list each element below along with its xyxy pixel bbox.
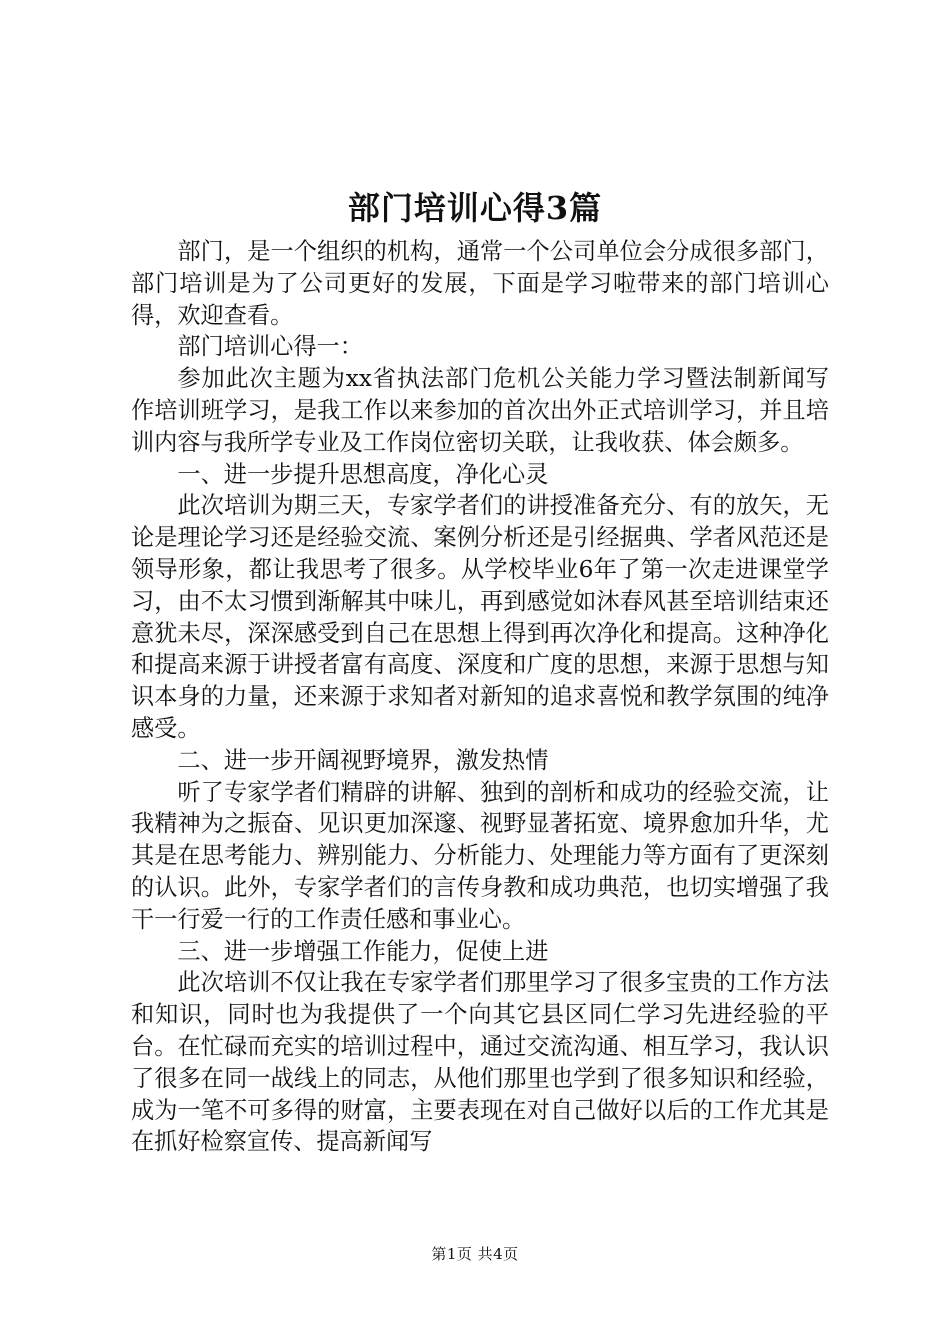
document-title: 部门培训心得3篇 bbox=[347, 189, 603, 227]
paragraph-subheading: 二、进一步开阔视野境界，激发热情 bbox=[177, 746, 549, 774]
paragraph: 此次培训为期三天，专家学者们的讲授准备充分、有的放矢，无论是理论学习还是经验交流、案例分析还是引经据典、学者风范还是领导形象，都让我思考了很多。从学校毕业6年了第一次走进课堂学习，由不太习惯到渐解其中味儿，再到感觉如沐春风甚至培训结束还意犹未尽，深深感受到自己在思想上得到再次净化和提高。这种净化和提高来源于讲授者富有高度、深度和广度的思想，来源于思想与知识本身的力量，还来源于求知者对新知的追求喜悦和教学氛围的纯净感受。 bbox=[131, 492, 829, 742]
paragraph-section-heading: 部门培训心得一： bbox=[177, 333, 363, 361]
page-number-footer: 第1页 共4页 bbox=[431, 1245, 519, 1263]
paragraph: 此次培训不仅让我在专家学者们那里学习了很多宝贵的工作方法和知识，同时也为我提供了一个向其它县区同仁学习先进经验的平台。在忙碌而充实的培训过程中，通过交流沟通、相互学习，我认识了很多在同一战线上的同志，从他们那里也学到了很多知识和经验，成为一笔不可多得的财富，主要表现在对自己做好以后的工作尤其是在抓好检察宣传、提高新闻写 bbox=[131, 969, 829, 1156]
paragraph: 听了专家学者们精辟的讲解、独到的剖析和成功的经验交流，让我精神为之振奋、见识更加深邃、视野显著拓宽、境界愈加升华，尤其是在思考能力、辨别能力、分析能力、处理能力等方面有了更深刻的认识。此外，专家学者们的言传身教和成功典范，也切实增强了我干一行爱一行的工作责任感和事业心。 bbox=[131, 778, 829, 933]
paragraph-subheading: 一、进一步提升思想高度，净化心灵 bbox=[177, 460, 549, 488]
paragraph-intro: 部门，是一个组织的机构，通常一个公司单位会分成很多部门，部门培训是为了公司更好的发展，下面是学习啦带来的部门培训心得，欢迎查看。 bbox=[131, 238, 829, 329]
paragraph-subheading: 三、进一步增强工作能力，促使上进 bbox=[177, 937, 549, 965]
paragraph: 参加此次主题为xx省执法部门危机公关能力学习暨法制新闻写作培训班学习，是我工作以来参加的首次出外正式培训学习，并且培训内容与我所学专业及工作岗位密切关联，让我收获、体会颇多。 bbox=[131, 365, 829, 456]
document-body bbox=[131, 236, 829, 1158]
